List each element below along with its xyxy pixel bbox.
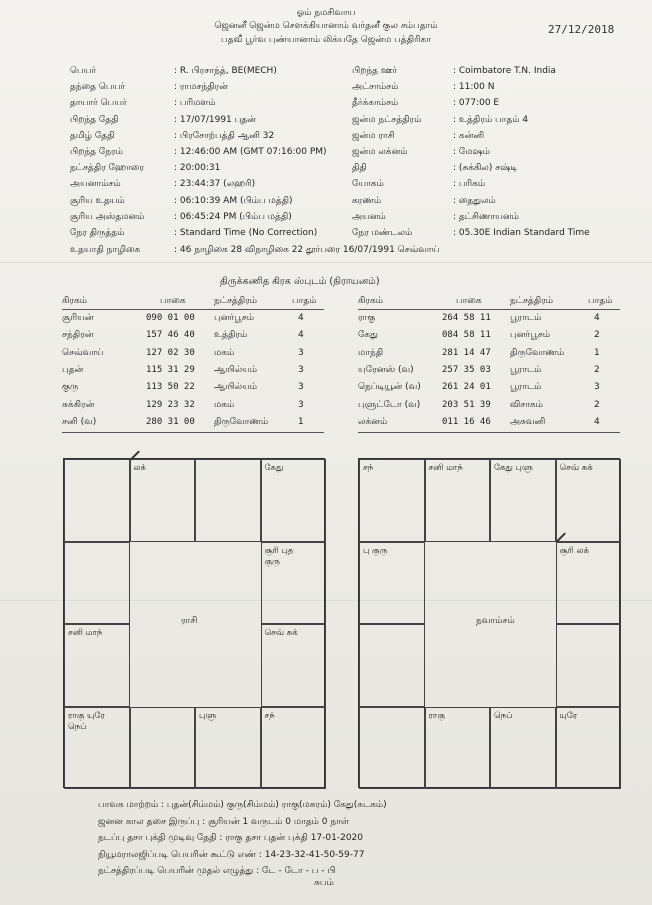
planet-pada: 1 (298, 416, 304, 427)
detail-label: தந்தை பெயர் (70, 82, 125, 93)
detail-value: : 06:45:24 PM (பிம்ப மத்தி) (174, 211, 292, 222)
planet-degree: 090 01 00 (146, 313, 195, 323)
detail-label: பிறந்த ஊர் (352, 66, 397, 76)
planet-name: மாந்தி (358, 347, 384, 358)
planet-degree: 011 16 46 (442, 416, 491, 427)
rasi-chart (63, 458, 325, 788)
chart-house: புளு (195, 707, 261, 790)
planet-row (62, 330, 322, 342)
detail-label: பிறந்த நேரம் (70, 147, 123, 157)
table-bottom-line (358, 432, 620, 433)
chart-house (359, 707, 425, 790)
planet-degree: 129 23 32 (146, 399, 195, 410)
planet-degree: 127 02 30 (146, 347, 195, 358)
planet-star: மகம் (214, 347, 235, 358)
planet-pada: 3 (298, 399, 304, 410)
col-pada: பாதம் (292, 296, 317, 306)
planet-pada: 3 (298, 382, 304, 393)
detail-label: ஜன்ம நட்சத்திரம் (352, 114, 422, 125)
planet-pada: 1 (594, 347, 600, 358)
detail-label: அயனம் (352, 211, 386, 222)
detail-row (70, 147, 630, 159)
detail-row (70, 98, 630, 110)
detail-label: திதி (352, 163, 367, 174)
planet-name: ராகு (358, 313, 376, 323)
detail-label: ஜன்ம ராசி (352, 130, 395, 141)
chart-house: லக் (130, 459, 196, 542)
detail-row (70, 179, 630, 191)
planet-name: சூரியன் (62, 313, 94, 323)
chart-house (195, 459, 261, 542)
chart-house: நெப் (490, 707, 556, 790)
planet-table-left (62, 296, 324, 438)
col-star: நட்சத்திரம் (510, 296, 554, 306)
planet-star: பூராடம் (510, 313, 542, 323)
planet-table-title: திருக்கணித கிரக ஸ்புடம் (நிராயனம்) (220, 276, 380, 287)
detail-row (70, 131, 630, 143)
footer-line: பாவக மாற்றம் : புதன்(சிம்மம்) குரு(சிம்மம்) ராகு(மகரம்) கேது(கடகம்) (98, 800, 387, 810)
udayadi-label: உதயாதி நாழிகை (70, 245, 141, 255)
planet-name: கேது (358, 330, 378, 341)
detail-label: கரணம் (352, 195, 382, 206)
planet-name: புதன் (62, 364, 84, 375)
col-graham: கிரகம் (62, 296, 88, 306)
detail-label: பெயர் (70, 66, 97, 76)
chart-house (359, 624, 425, 707)
planet-star: பூராடம் (510, 382, 542, 393)
planet-table-right (358, 296, 620, 438)
udayadi-value: : 46 நாழிகை 28 விநாழிகை 22 தூர்பரை 16/07/1991 செவ்வாய் (174, 245, 440, 255)
paper-fold (0, 262, 652, 263)
detail-label: சூரிய உதயம் (70, 195, 125, 206)
planet-pada: 4 (594, 416, 600, 427)
detail-value: : மேஷம் (453, 147, 490, 157)
planet-degree: 113 50 22 (146, 382, 195, 393)
header-divider (62, 309, 324, 310)
planet-pada: 3 (298, 364, 304, 375)
chart-house: சூரி புத குரு (261, 542, 327, 625)
planet-pada: 4 (298, 313, 304, 323)
detail-row (70, 115, 630, 127)
chart-house (556, 624, 622, 707)
chart-house: செவ் சுக் (556, 459, 622, 542)
planet-star: திருவோணம் (510, 347, 565, 358)
detail-value: : பரிகம் (453, 179, 486, 190)
detail-label: நேர மண்டலம் (352, 228, 413, 238)
chart-title: நவாம்சம் (476, 616, 515, 626)
detail-value: : 05.30E Indian Standard Time (453, 228, 590, 238)
navamsa-chart (358, 458, 620, 788)
chart-house (130, 707, 196, 790)
detail-label: சூரிய அஸ்தமனம் (70, 211, 145, 222)
header-sloka-2: பதவீ பூர்வ புண்யானாம் லிக்யதே ஜென்ம பத்திரிகா (221, 35, 431, 45)
planet-star: மகம் (214, 399, 235, 410)
planet-degree: 203 51 39 (442, 399, 491, 410)
detail-label: நேர திருத்தம் (70, 228, 125, 238)
detail-label: தமிழ் தேதி (70, 130, 115, 141)
detail-label: யோகம் (352, 179, 384, 190)
detail-value: : 06:10:39 AM (பிம்ப மத்தி) (174, 195, 293, 206)
planet-star: ஆயில்யம் (214, 382, 258, 393)
chart-house: சூரி லக் (556, 542, 622, 625)
planet-row (62, 417, 322, 429)
planet-star: உத்திரம் (214, 330, 248, 341)
planet-row (358, 417, 618, 429)
planet-pada: 4 (298, 330, 304, 341)
chart-title: ராசி (181, 616, 198, 626)
detail-value: : பரிமளம் (174, 98, 216, 109)
detail-value: : தைதுலம் (453, 195, 496, 206)
table-header-row (358, 296, 618, 308)
footer-line: நடப்பு தசா புக்தி முடிவு தேதி : ராகு தசா புதன் புக்தி 17-01-2020 (98, 833, 364, 843)
planet-name: புளுட்டோ (வ) (358, 399, 421, 410)
planet-star: புனர்பூசம் (510, 330, 550, 341)
detail-value: : கன்னி (453, 130, 485, 141)
planet-pada: 2 (594, 399, 600, 410)
planet-pada: 4 (594, 313, 600, 323)
planet-degree: 084 58 11 (442, 330, 491, 341)
planet-name: நெப்டியூன் (வ) (358, 382, 421, 393)
planet-row (62, 348, 322, 360)
planet-pada: 3 (594, 382, 600, 393)
planet-degree: 157 46 40 (146, 330, 195, 341)
detail-value: : உத்திரம் பாதம் 4 (453, 114, 529, 125)
planet-name: யுரேனஸ் (வ) (358, 364, 414, 375)
detail-label: ஜன்ம லக்னம் (352, 147, 408, 157)
chart-house: சந் (359, 459, 425, 542)
header-om: ஓம் நமசிவாய (296, 8, 356, 18)
detail-value: : (சுக்கில) சஷ்டி (453, 163, 518, 174)
chart-house: சனி மாந் (64, 624, 130, 707)
planet-degree: 261 24 01 (442, 382, 491, 393)
chart-house: பு குரு (359, 542, 425, 625)
planet-row (358, 348, 618, 360)
planet-star: பூராடம் (510, 364, 542, 375)
planet-pada: 2 (594, 364, 600, 375)
planet-row (62, 400, 322, 412)
planet-name: செவ்வாய் (62, 347, 104, 358)
detail-row (70, 212, 630, 224)
detail-value: : 20:00:31 (174, 163, 221, 174)
chart-house (64, 459, 130, 542)
col-bagai: பாகை (456, 296, 482, 306)
detail-row (70, 163, 630, 175)
planet-row (358, 365, 618, 377)
planet-degree: 264 58 11 (442, 313, 491, 323)
chart-house (64, 542, 130, 625)
detail-value: : Coimbatore T.N. India (453, 66, 556, 76)
planet-star: புனர்பூசம் (214, 313, 254, 323)
print-date: 27/12/2018 (548, 23, 615, 36)
detail-value: : தட்சிணாயனம் (453, 211, 519, 222)
detail-label: தாயார் பெயர் (70, 98, 127, 109)
planet-name: சுக்கிரன் (62, 399, 95, 410)
chart-house: ராகு யுரே நெப் (64, 707, 130, 790)
detail-value: : ராமசந்திரன் (174, 82, 228, 93)
planet-name: லக்னம் (358, 416, 388, 427)
chart-house: கேது (261, 459, 327, 542)
chart-house: சனி மாந் (425, 459, 491, 542)
planet-name: சனி (வ) (62, 416, 97, 427)
col-graham: கிரகம் (358, 296, 384, 306)
col-star: நட்சத்திரம் (214, 296, 258, 306)
planet-name: சந்திரன் (62, 330, 94, 341)
footer-line: நட்சத்திரப்படி பெயரின் முதல் எழுத்து : டே - டோ - ப - பி (98, 866, 336, 876)
detail-label: பிறந்த தேதி (70, 114, 119, 125)
planet-degree: 115 31 29 (146, 364, 195, 375)
planet-name: குரு (62, 382, 79, 393)
detail-row (70, 66, 630, 78)
planet-degree: 257 35 03 (442, 364, 491, 375)
table-bottom-line (62, 432, 324, 433)
planet-row (62, 382, 322, 394)
col-bagai: பாகை (160, 296, 186, 306)
planet-row (62, 365, 322, 377)
header-divider (358, 309, 620, 310)
detail-label: தீர்க்காம்சம் (352, 98, 399, 109)
subham-text: சுபம் (314, 878, 334, 888)
detail-row (70, 228, 630, 240)
detail-label: அயனாம்சம் (70, 179, 121, 190)
chart-house: யுரே (556, 707, 622, 790)
header-sloka-1: ஜெனனீ ஜென்ம சௌக்கியானாம் வர்தனீ குல சம்பதாம் (214, 21, 438, 31)
chart-house: ராகு (425, 707, 491, 790)
detail-value: : பிரசோற்பத்தி ஆனி 32 (174, 130, 275, 141)
footer-line: ஜனன கால தசை இருப்பு : சூரியன் 1 வருடம் 0 மாதம் 0 நாள் (98, 816, 349, 827)
planet-row (358, 313, 618, 325)
planet-row (62, 313, 322, 325)
planet-degree: 281 14 47 (442, 347, 491, 358)
chart-house: கேது புளு (490, 459, 556, 542)
udayadi-row (70, 245, 630, 257)
chart-house: சந் (261, 707, 327, 790)
planet-star: அசுவனி (510, 416, 546, 427)
chart-house: செவ் சுக் (261, 624, 327, 707)
planet-pada: 3 (298, 347, 304, 358)
footer-line: நியூமராலஜிப்படி பெயரின் கூட்டு எண் : 14-23-32-41-50-59-77 (98, 849, 365, 860)
detail-label: நட்சத்திர ஹோரை (70, 163, 144, 174)
table-header-row (62, 296, 322, 308)
planet-pada: 2 (594, 330, 600, 341)
planet-row (358, 400, 618, 412)
detail-value: : 12:46:00 AM (GMT 07:16:00 PM) (174, 147, 327, 157)
planet-star: திருவோணம் (214, 416, 269, 427)
detail-value: : Standard Time (No Correction) (174, 228, 318, 238)
planet-star: ஆயில்யம் (214, 364, 258, 375)
detail-value: : 17/07/1991 புதன் (174, 114, 256, 125)
planet-row (358, 382, 618, 394)
planet-star: விசாகம் (510, 399, 543, 410)
detail-value: : R. பிரசாந்த், BE(MECH) (174, 66, 277, 76)
detail-row (70, 196, 630, 208)
detail-value: : 077:00 E (453, 98, 500, 109)
detail-row (70, 82, 630, 94)
planet-degree: 280 31 00 (146, 416, 195, 427)
detail-value: : 11:00 N (453, 82, 495, 93)
col-pada: பாதம் (588, 296, 613, 306)
detail-value: : 23:44:37 (லஹரி) (174, 179, 256, 190)
planet-row (358, 330, 618, 342)
detail-label: அட்சாம்சம் (352, 82, 399, 93)
